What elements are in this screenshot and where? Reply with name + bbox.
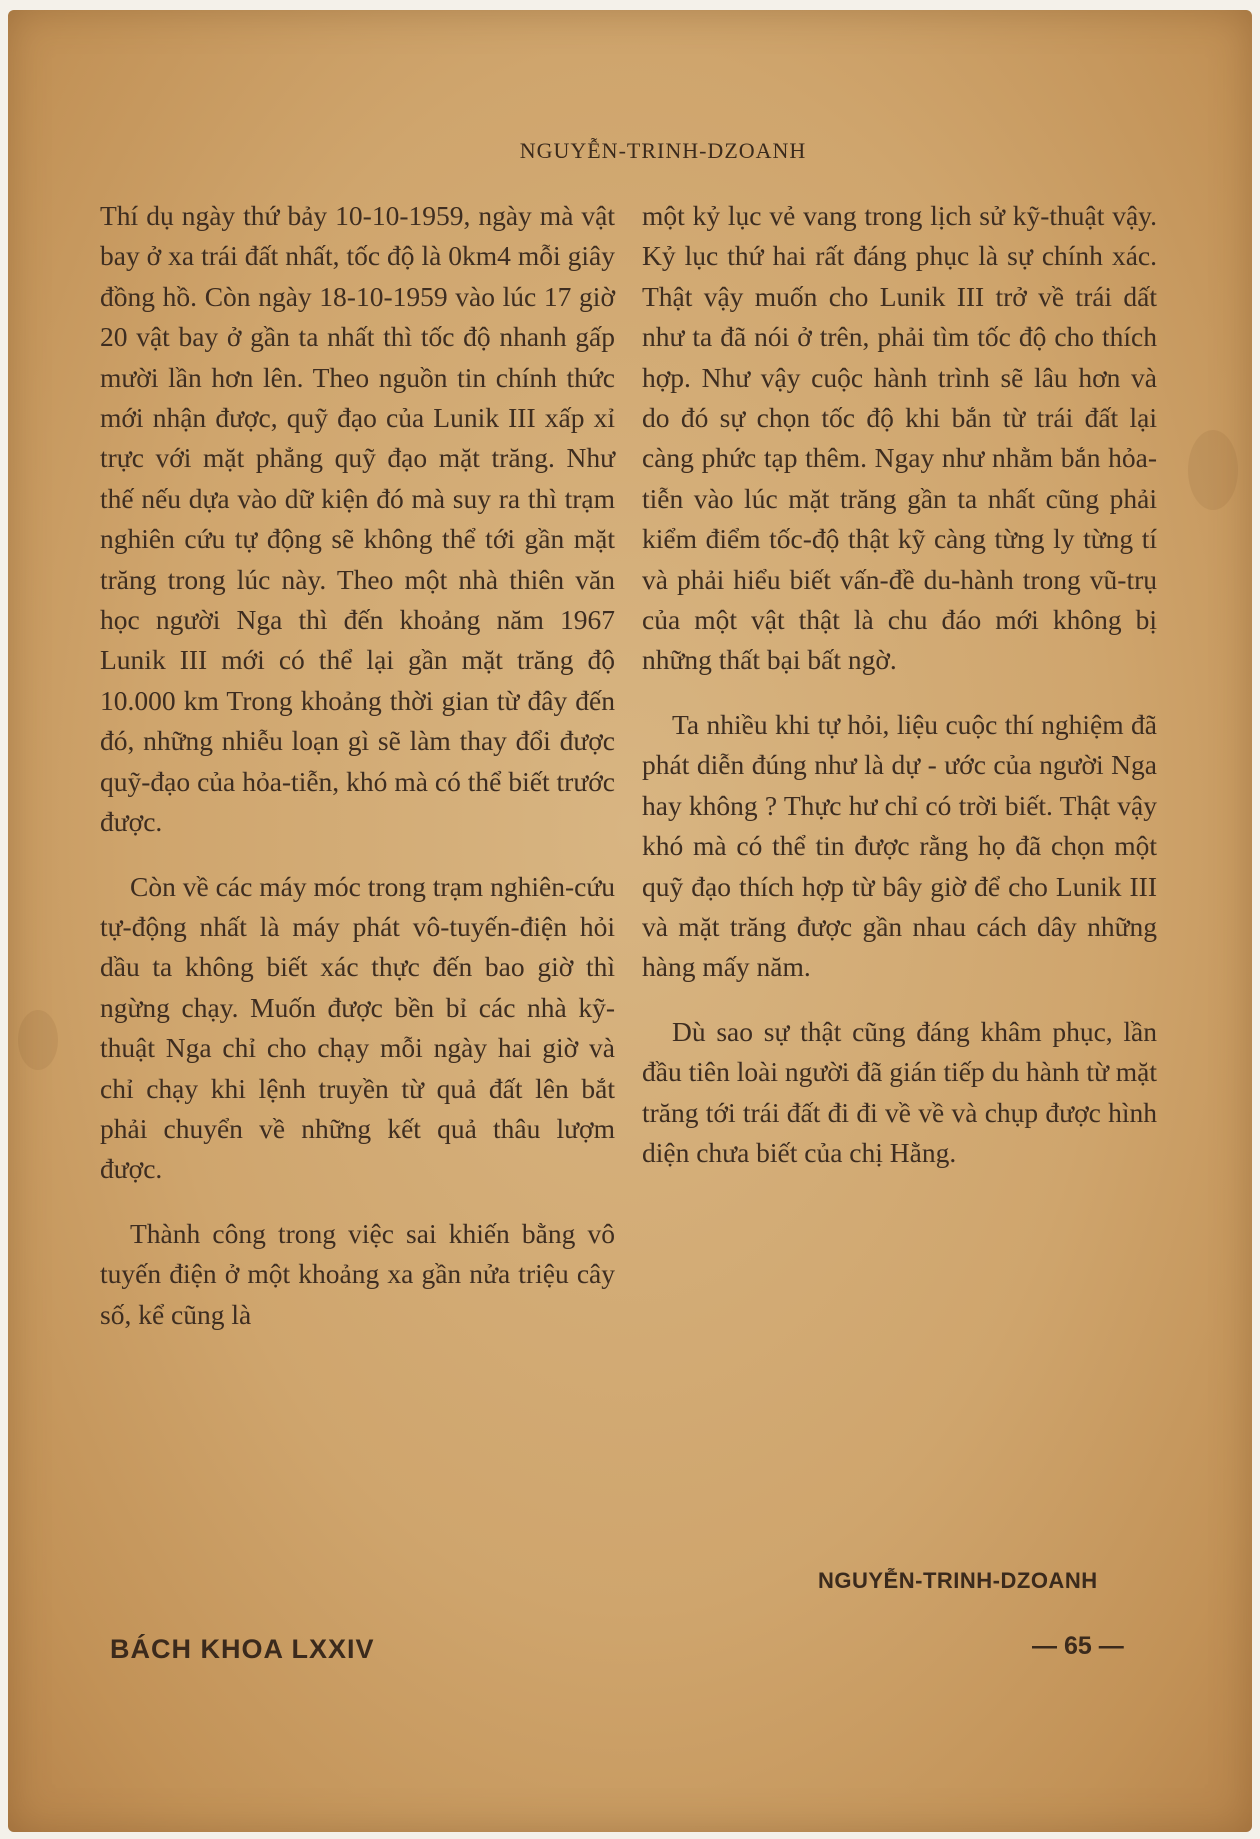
paragraph: Thí dụ ngày thứ bảy 10-10-1959, ngày mà vật bay ở xa trái đất nhất, tốc độ là 0km4 mỗi giây đồng hồ. Còn ngày 18-10-1959 vào lúc 17 giờ 20 vật bay ở gần ta nhất thì tốc độ nhanh gấp mười lần hơn lên. Theo nguồn tin chính thức mới nhận được, quỹ đạo của Lunik III xấp xỉ trực với mặt phẳng quỹ đạo mặt trăng. Như thế nếu dựa vào dữ kiện đó mà suy ra thì trạm nghiên cứu tự động sẽ không thể tới gần mặt trăng trong lúc này. Theo một nhà thiên văn học người Nga thì đến khoảng năm 1967 Lunik III mới có thể lại gần mặt trăng độ 10.000 km Trong khoảng thời gian từ đây đến đó, những nhiễu loạn gì sẽ làm thay đổi được quỹ-đạo của hỏa-tiễn, khó mà có thể biết trước được. bbox=[100, 200, 615, 838]
running-head: NGUYỄN-TRINH-DZOANH bbox=[519, 138, 807, 163]
paragraph: Dù sao sự thật cũng đáng khâm phục, lần đầu tiên loài người đã gián tiếp du hành từ mặt trăng tới trái đất đi đi về về và chụp được hình diện chưa biết của chị Hằng. bbox=[642, 1015, 1157, 1168]
paragraph: một kỷ lục vẻ vang trong lịch sử kỹ-thuật vậy. Kỷ lục thứ hai rất đáng phục là sự chính xác. Thật vậy muốn cho Lunik III trở về trái dất như ta đã nói ở trên, phải tìm tốc độ cho thích hợp. Như vậy cuộc hành trình sẽ lâu hơn và do đó sự chọn tốc độ khi bắn từ trái đất lại càng phức tạp thêm. Ngay như nhằm bắn hỏa-tiễn vào lúc mặt trăng gần ta nhất cũng phải kiểm điểm tốc-độ thật kỹ càng từng ly từng tí và phải hiểu biết vấn-đề du-hành trong vũ-trụ của một vật thật là chu đáo mới không bị những thất bại bất ngờ. bbox=[642, 200, 1157, 676]
paragraph: Ta nhiều khi tự hỏi, liệu cuộc thí nghiệm đã phát diễn đúng như là dự - ước của người Nga hay không ? Thực hư chỉ có trời biết. Thật vậy khó mà có thể tin được rằng họ đã chọn một quỹ đạo thích hợp từ bây giờ để cho Lunik III và mặt trăng được gần nhau cách dây những hàng mấy năm. bbox=[642, 708, 1157, 983]
paper-stain bbox=[1188, 430, 1238, 510]
paper-stain bbox=[18, 1010, 58, 1070]
paragraph: Còn về các máy móc trong trạm nghiên-cứu tự-động nhất là máy phát vô-tuyến-điện hỏi dầu ta không biết xác thực đến bao giờ thì ngừng chạy. Muốn được bền bỉ các nhà kỹ-thuật Nga chỉ cho chạy mỗi ngày hai giờ và chỉ chạy khi lệnh truyền từ quả đất lên bắt phải chuyển về những kết quả thâu lượm được. bbox=[100, 870, 615, 1185]
magazine-footer: BÁCH KHOA LXXIV bbox=[110, 1634, 375, 1664]
page-number: — 65 — bbox=[1032, 1632, 1124, 1660]
paragraph: Thành công trong việc sai khiến bằng vô tuyến điện ở một khoảng xa gần nửa triệu cây số, kể cũng là bbox=[100, 1217, 615, 1330]
author-signature: NGUYỄN-TRINH-DZOANH bbox=[818, 1568, 1098, 1593]
left-column bbox=[100, 196, 615, 1359]
right-column bbox=[642, 196, 1157, 1197]
